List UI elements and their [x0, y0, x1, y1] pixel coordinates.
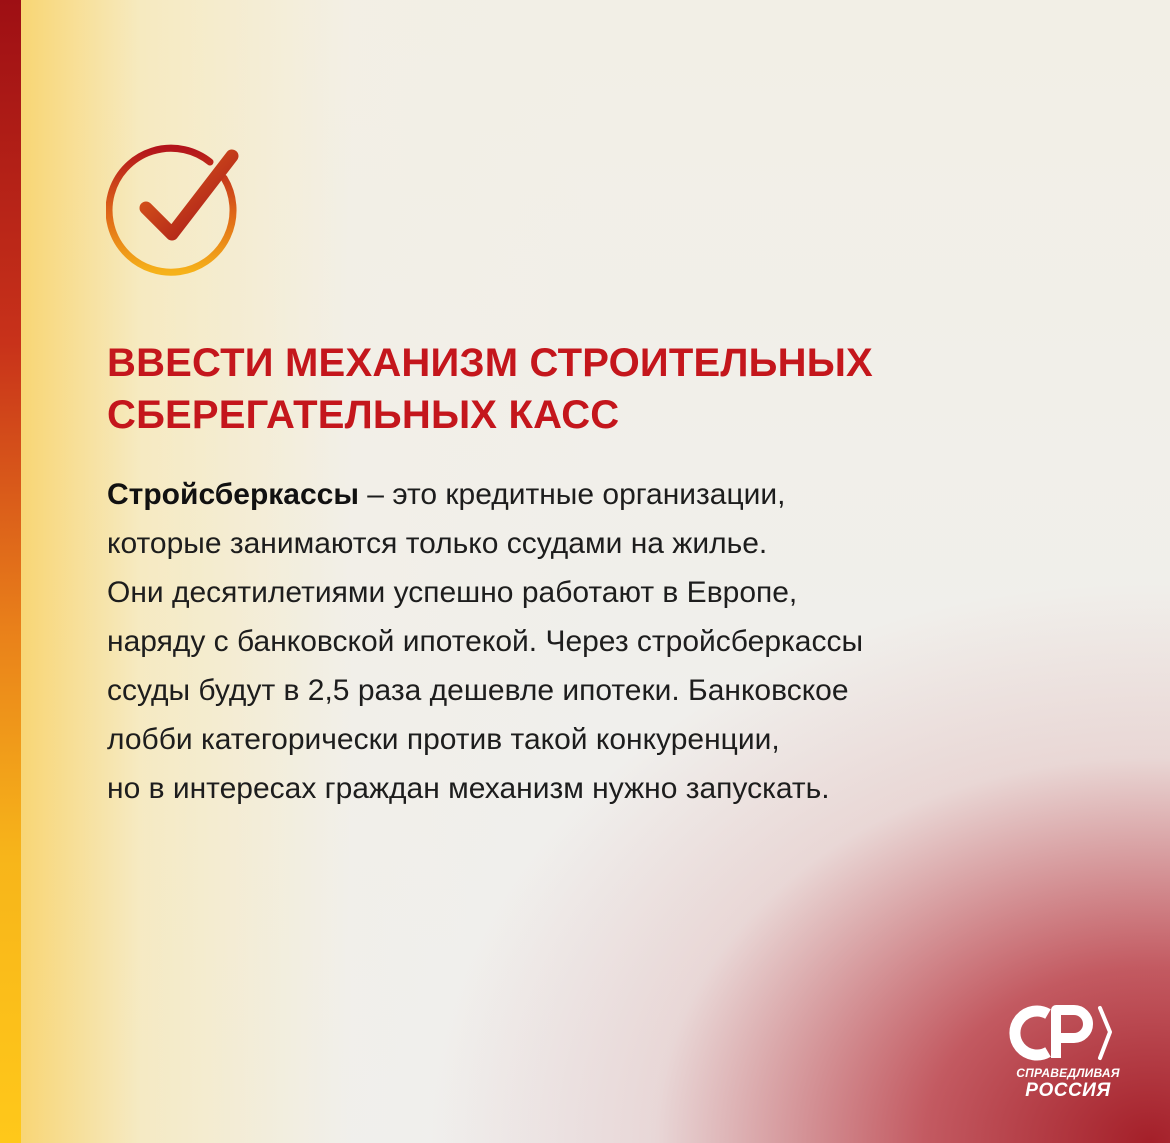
logo-caption [1006, 1066, 1130, 1102]
term-highlight: Стройсберкассы [107, 478, 359, 511]
body-line-7: но в интересах граждан механизм нужно запускать. [107, 772, 830, 805]
body-line-4: наряду с банковской ипотекой. Через стройсберкассы [107, 625, 864, 658]
body-paragraph [107, 470, 1127, 813]
body-line-3: Они десятилетиями успешно работают в Европе, [107, 576, 798, 609]
logo-mark-icon [1006, 1000, 1130, 1066]
page-title [107, 337, 1107, 441]
title-line-1: ВВЕСТИ МЕХАНИЗМ СТРОИТЕЛЬНЫХ [107, 341, 873, 385]
check-circle-icon [106, 142, 246, 282]
body-line-1 [107, 470, 1127, 519]
body-line-6: лобби категорически против такой конкуренции, [107, 723, 780, 756]
logo-caption-big: РОССИЯ [1025, 1080, 1111, 1101]
logo-caption-small: СПРАВЕДЛИВАЯ [1016, 1066, 1120, 1080]
left-accent-stripe [0, 0, 21, 1143]
body-line-1-rest: – это кредитные организации, [358, 478, 786, 511]
body-line-2: которые занимаются только ссудами на жилье. [107, 527, 768, 560]
party-logo [1006, 1000, 1130, 1110]
title-line-2: СБЕРЕГАТЕЛЬНЫХ КАСС [107, 393, 620, 437]
body-line-5: ссуды будут в 2,5 раза дешевле ипотеки. Банковское [107, 674, 849, 707]
